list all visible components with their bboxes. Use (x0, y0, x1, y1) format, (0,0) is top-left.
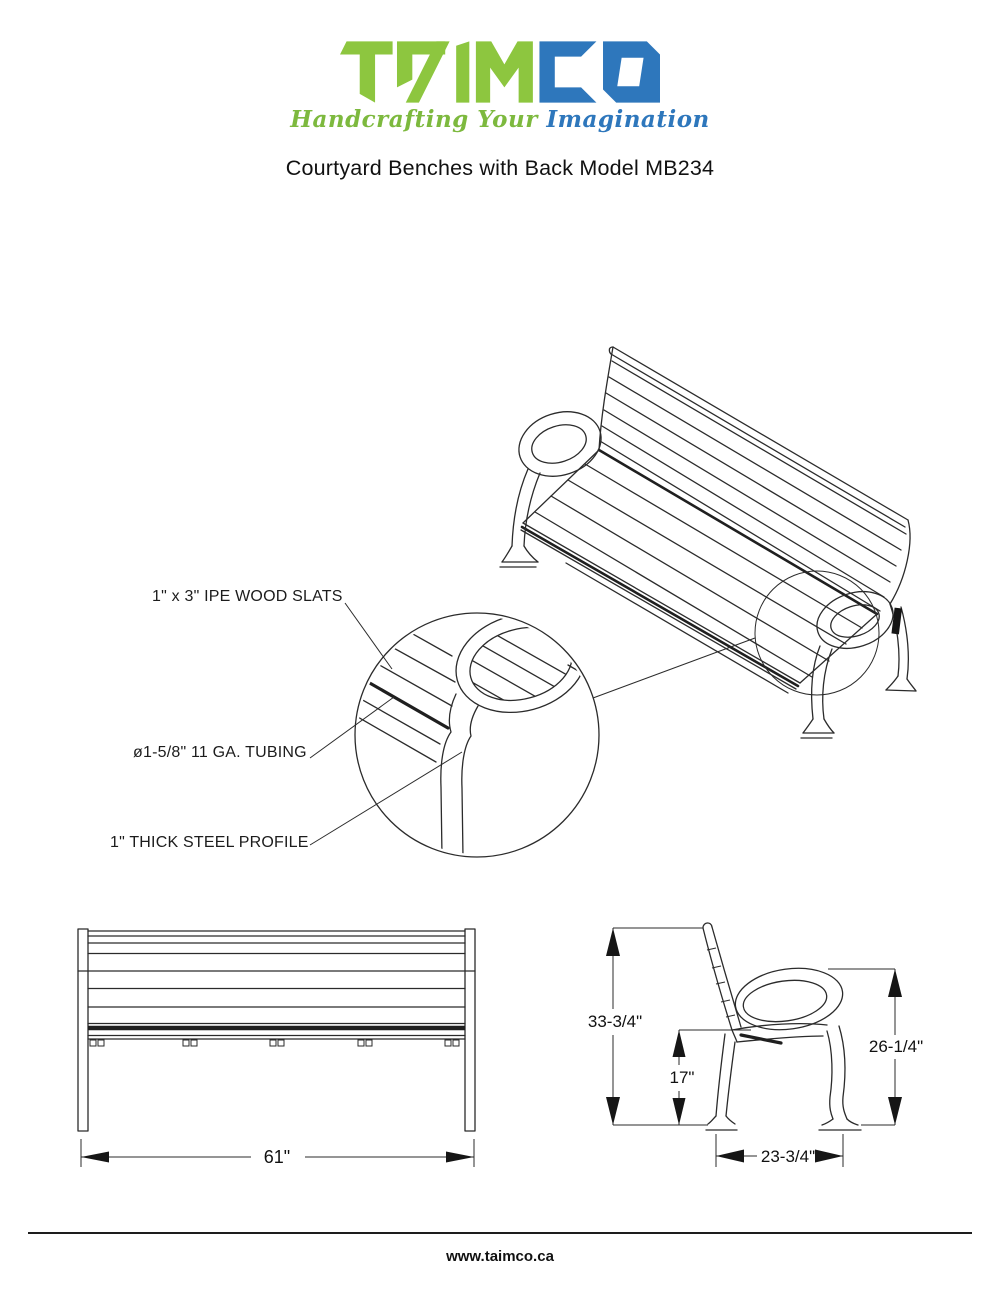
tubing-thick-edge (354, 674, 448, 728)
dimension-seat-height: 17" (669, 1068, 695, 1087)
callout-tubing: ø1-5/8" 11 GA. TUBING (133, 744, 307, 761)
brand-tagline (0, 106, 1000, 133)
dimension-overall-width: 61" (263, 1147, 291, 1167)
detail-view (352, 600, 608, 857)
dimension-depth: 23-3/4" (760, 1147, 816, 1166)
tagline-right: Imagination (546, 106, 710, 133)
bench-right-front-leg (801, 646, 834, 738)
depth-dimension (716, 1134, 843, 1167)
bench-right-rear-leg (886, 604, 916, 691)
bench-back (599, 347, 910, 614)
side-view-bench (613, 923, 895, 1130)
dimension-overall-height: 33-3/4" (587, 1012, 643, 1031)
callout-wood-slats: 1" x 3" IPE WOOD SLATS (152, 588, 343, 605)
callout-steel-profile: 1" THICK STEEL PROFILE (110, 834, 309, 851)
taimco-logo (340, 40, 660, 104)
bench-right-arm (810, 582, 901, 657)
width-dimension (81, 1139, 474, 1167)
side-view-drawing (575, 905, 975, 1185)
bench-left-leg (500, 469, 540, 567)
front-view-drawing (55, 915, 495, 1185)
dimension-arm-height: 26-1/4" (868, 1037, 924, 1056)
height-dimension (588, 928, 703, 1125)
footer-website: www.taimco.ca (446, 1248, 554, 1265)
seat-height-dimension (670, 1030, 751, 1125)
front-view-bench (78, 929, 475, 1131)
logo-blue-letters (539, 41, 660, 102)
seat-clips (90, 1040, 459, 1046)
tagline-left: Handcrafting Your (290, 106, 538, 133)
isometric-view-drawing (0, 320, 1000, 890)
page-title: Courtyard Benches with Back Model MB234 (285, 156, 715, 180)
logo-green-letters (340, 41, 533, 102)
footer-divider (28, 1232, 972, 1234)
